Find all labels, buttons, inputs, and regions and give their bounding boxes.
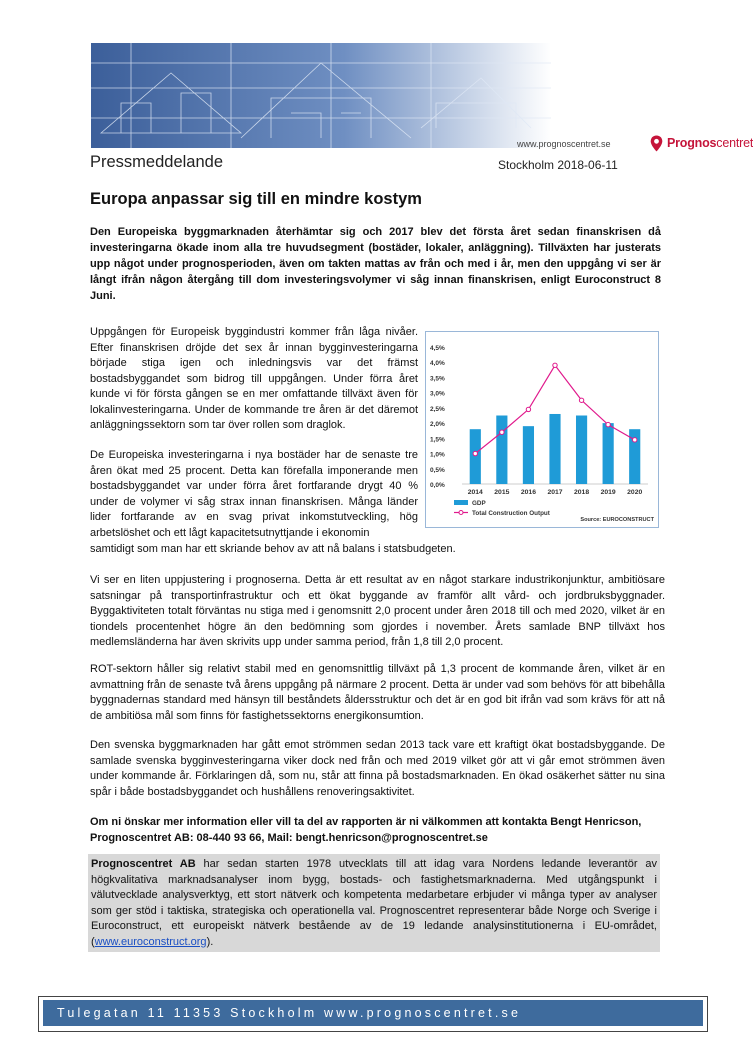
chart-container (425, 331, 659, 528)
y-tick-label: 0,5% (430, 466, 445, 474)
construction-output-point (526, 407, 530, 411)
about-text: har sedan starten 1978 utvecklats till att idag vara Nordens ledande leverantör av högkvalitativa marknadsanalyser inom bygg, bostads- och fastighetsmarknaderna. Med utgångspunkt i välutvecklade analysverktyg, ett stort nätverk och kompetenta medarbetare erbjuder vi många typer av analyser som ger stöd i taktiska, strategiska och operationella val. Prognoscentret representerar både Norge och Sverige i Euroconstruct, ett europeiskt nätverk bestående av de 19 ledande analysinstitutionerna i EU-området, ( (91, 858, 658, 948)
x-tick-label: 2015 (494, 489, 510, 496)
document-date: Stockholm 2018-06-11 (498, 158, 618, 172)
about-box (88, 854, 660, 952)
footer-address: Tulegatan 11 11353 Stockholm www.prognoscentret.se (43, 1000, 703, 1026)
y-tick-label: 1,5% (430, 436, 445, 444)
construction-output-point (553, 363, 557, 367)
logo-text: Prognoscentret (667, 136, 753, 150)
gdp-bar (470, 429, 481, 484)
location-pin-icon (650, 135, 663, 152)
construction-output-point (606, 422, 610, 426)
contact-info: Om ni önskar mer information eller vill ta del av rapporten är ni välkommen att kontakta Bengt Henricson, Prognoscentret AB: 08-440 93 66, Mail: bengt.henricson@prognoscentret.se (90, 816, 642, 844)
y-tick-label: 4,5% (430, 345, 445, 352)
y-tick-label: 3,0% (430, 390, 445, 398)
legend-construction-label: Total Construction Output (472, 510, 550, 517)
about-end: ). (206, 935, 214, 948)
x-tick-label: 2020 (627, 489, 643, 496)
construction-output-point (473, 451, 477, 455)
website-url[interactable]: www.prognoscentret.se (517, 139, 611, 149)
gdp-bar (523, 426, 534, 484)
document-type: Pressmeddelande (90, 153, 223, 171)
company-name: Prognoscentret AB (91, 858, 196, 870)
lead-paragraph: Den Europeiska byggmarknaden återhämtar sig och 2017 blev det första året sedan finanskrisen då investeringarna ökade inom alla tre huvudsegment (bostäder, lokaler, anläggning). Tillväxten har justerats upp något under prognosperioden, även om takten mattas av från och med i år, men den uppgång vi ser är långt ifrån någon återgång till dom investeringsvolymer vi såg innan finanskrisen, enligt Euroconstruct 8 Juni. (90, 226, 661, 302)
chart-source: Source: EUROCONSTRUCT (580, 517, 654, 523)
construction-output-point (500, 430, 504, 434)
x-tick-label: 2017 (547, 489, 563, 496)
gdp-construction-chart (426, 332, 658, 527)
paragraph-4: ROT-sektorn håller sig relativt stabil med en genomsnittlig tillväxt på 1,3 procent de kommande åren, vilket är en avmattning från de senaste två årens uppgång på närmare 2 procent. Detta är under vad som behövs för att bibehålla byggnadernas standard med hänsyn till beståndets åldersstruktur och det är en god bit ifrån vad som krävs för att nå de ambitiösa mål som finns för fastighetssektorns energikonsumtion. (90, 663, 665, 722)
construction-output-point (633, 438, 637, 442)
paragraph-3: Vi ser en liten uppjustering i prognoserna. Detta är ett resultat av en något starkare industrikonjunktur, ambitiösare satsningar på transportinfrastruktur och ett ökat byggande av framför allt vård- och jordbruksbyggnader. Byggaktiviteten totalt förväntas nu stiga med i genomsnitt 2,0 procent under åren 2018 till och med 2020, vilket är en tiondels procentenhet högre än den bedömning som gjordes i november. Årets samlade BNP tillväxt hos medlemsländerna har även skrivits upp under samma period, från 1,8 till 2,0 procent. (90, 574, 665, 648)
y-tick-label: 1,0% (430, 451, 445, 459)
blueprint-image (91, 43, 551, 148)
euroconstruct-link[interactable]: www.euroconstruct.org (94, 935, 207, 948)
paragraph-5: Den svenska byggmarknaden har gått emot strömmen sedan 2013 tack vare ett kraftigt ökat bostadsbyggande. De samlade svenska bygginvesteringarna viker dock ned från och med 2019 vilket gör att vi går emot strömmen även under kommande år. Förklaringen då, som nu, står att finna på bostadsmarknaden. En ökad osäkerhet sätter nu sina spår i både bostadsbyggandet och hushållens renoveringsaktivitet. (90, 739, 665, 798)
header-banner (91, 43, 753, 150)
y-tick-label: 3,5% (430, 375, 445, 383)
y-tick-label: 2,0% (430, 421, 445, 429)
construction-output-point (579, 398, 583, 402)
page-title: Europa anpassar sig till en mindre kostym (90, 190, 422, 208)
legend-gdp-swatch (454, 500, 468, 505)
legend-gdp-label: GDP (472, 500, 486, 507)
y-tick-label: 4,0% (430, 360, 445, 368)
x-tick-label: 2018 (574, 489, 590, 496)
x-tick-label: 2014 (467, 489, 483, 496)
gdp-bar (549, 414, 560, 484)
gdp-bar (603, 423, 614, 484)
paragraph-1: Uppgången för Europeisk byggindustri kommer från låga nivåer. Efter finanskrisen dröjde det sex år innan bygginvesteringarna började stiga igen och inledningsvis var det främst bostadsbyggandet som bidrog till uppgången. Under förra året kunde vi för första gången se en mer omfattande tillväxt även för lokalinvesteringarna. Under de kommande tre åren är det däremot anläggningssektorn som tar över rollen som draglok. (90, 326, 418, 431)
prognoscentret-logo (650, 133, 753, 153)
gdp-bar (496, 416, 507, 485)
gdp-bar (576, 416, 587, 485)
x-tick-label: 2016 (520, 489, 536, 496)
y-tick-label: 2,5% (430, 405, 445, 413)
x-tick-label: 2019 (600, 489, 616, 496)
y-tick-label: 0,0% (430, 482, 445, 489)
legend-construction-marker (459, 511, 463, 515)
paragraph-2: De Europeiska investeringarna i nya bostäder har de senaste tre åren ökat med 25 procent. Detta kan förefalla imponerande men bostadsbyggandet var under förra året fortfarande drygt 40 % under de volymer vi såg strax innan finanskrisen. Många länder lider fortfarande av en svag privat inkomstutveckling, hög arbetslöshet och ett lågt kapacitetsutnyttjande i ekonomin (90, 449, 418, 539)
paragraph-2-end: samtidigt som man har ett skriande behov av att nå balans i statsbudgeten. (90, 543, 456, 555)
